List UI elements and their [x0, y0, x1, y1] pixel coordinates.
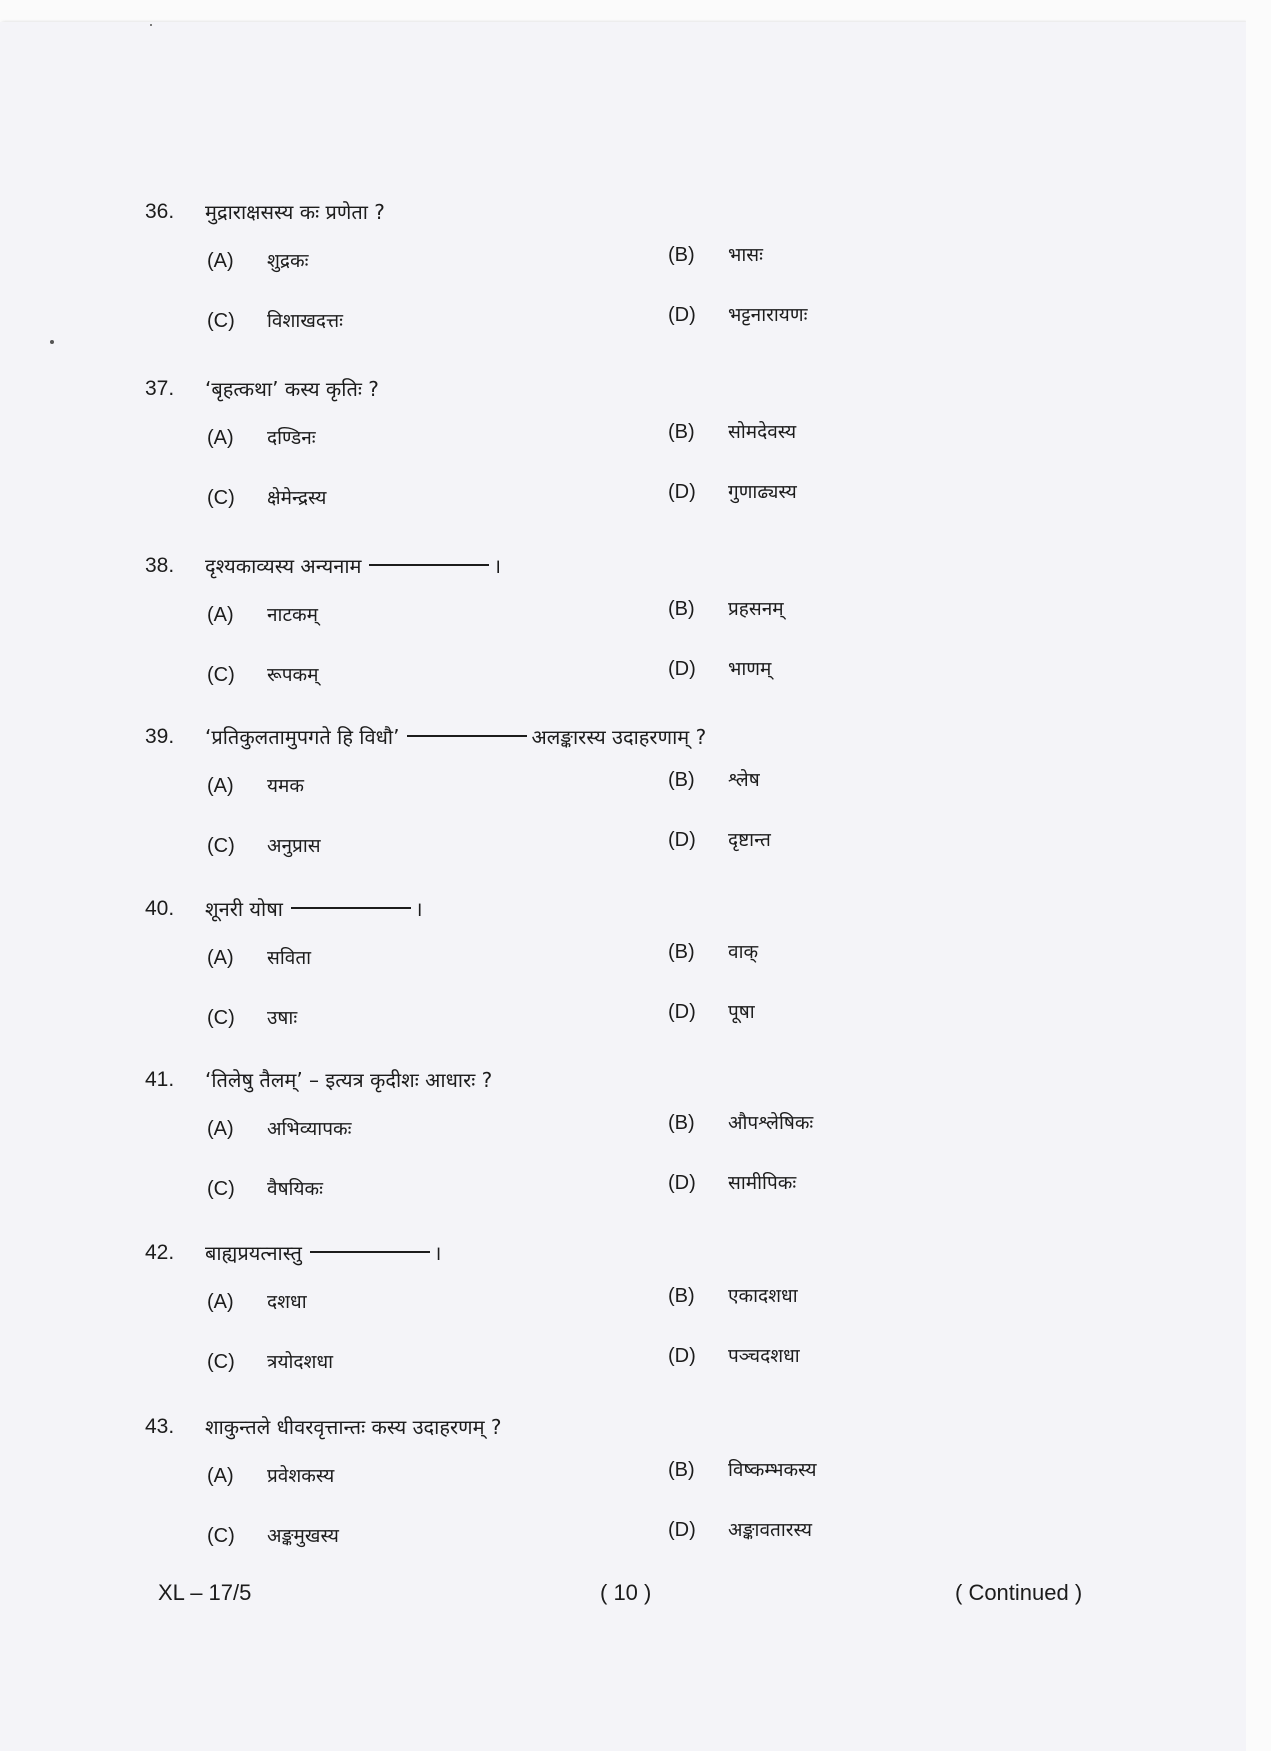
option-a	[207, 245, 308, 277]
option-label: (A)	[207, 604, 234, 626]
question-text: दृश्यकाव्यस्य अन्यनाम	[205, 554, 362, 578]
option-text: भासः	[728, 244, 763, 266]
option-b	[668, 239, 763, 271]
question-text: शूनरी योषा	[205, 897, 283, 921]
page-number: ( 10 )	[600, 1580, 652, 1605]
option-d	[668, 1514, 812, 1546]
question-text: ‘प्रतिकुलतामुपगते हि विधौ’	[205, 725, 400, 749]
option-b	[668, 764, 760, 796]
fill-in-blank	[407, 735, 527, 737]
option-c	[207, 1173, 323, 1205]
option-text: उषाः	[267, 1007, 298, 1029]
question-2	[145, 372, 1205, 509]
option-b	[668, 1280, 798, 1312]
option-d	[668, 824, 771, 856]
option-text: अनुप्रास	[267, 835, 321, 857]
option-d	[668, 996, 755, 1028]
option-c	[207, 1346, 333, 1378]
option-text: प्रहसनम्	[728, 598, 784, 620]
question-text-wrap	[205, 1236, 442, 1270]
question-3	[145, 549, 1205, 686]
option-text: एकादशधा	[728, 1285, 798, 1307]
option-text: रूपकम्	[267, 664, 319, 686]
option-label: (B)	[668, 941, 695, 963]
option-b	[668, 416, 796, 448]
question-number: 40.	[145, 897, 175, 920]
option-text: भट्टनारायणः	[728, 304, 808, 326]
option-c	[207, 305, 343, 337]
question-text-wrap	[205, 195, 385, 229]
question-text-wrap	[205, 549, 501, 583]
option-label: (A)	[207, 947, 234, 969]
option-text: विष्कम्भकस्य	[728, 1459, 817, 1481]
option-label: (C)	[207, 1178, 235, 1200]
option-label: (D)	[668, 1519, 696, 1541]
option-text: अङ्कमुखस्य	[267, 1525, 339, 1547]
fill-in-blank	[291, 907, 411, 909]
option-a	[207, 1286, 307, 1318]
option-c	[207, 482, 326, 514]
option-text: वैषयिकः	[267, 1178, 323, 1200]
option-b	[668, 1454, 816, 1486]
option-text: प्रवेशकस्य	[267, 1465, 335, 1487]
option-text: विशाखदत्तः	[267, 310, 343, 332]
question-text: ‘तिलेषु तैलम्’ – इत्यत्र कृदीशः आधारः ?	[205, 1068, 493, 1092]
option-text: सामीपिकः	[728, 1172, 797, 1194]
question-text-after-blank: ।	[414, 897, 423, 921]
question-paper-sheet	[0, 22, 1246, 1751]
option-d	[668, 299, 807, 331]
question-text-wrap	[205, 1410, 502, 1444]
option-d	[668, 1167, 796, 1199]
option-label: (C)	[207, 1007, 235, 1029]
paper-code: XL – 17/5	[158, 1580, 252, 1605]
fill-in-blank	[369, 564, 489, 566]
option-c	[207, 1520, 339, 1552]
option-label: (C)	[207, 310, 235, 332]
option-label: (A)	[207, 1465, 234, 1487]
option-text: गुणाढ्यस्य	[728, 481, 797, 503]
option-text: अभिव्यापकः	[267, 1118, 352, 1140]
option-d	[668, 1340, 800, 1372]
option-label: (B)	[668, 1112, 695, 1134]
question-5	[145, 892, 1205, 1029]
option-label: (A)	[207, 1291, 234, 1313]
question-text: ‘बृहत्कथा’ कस्य कृतिः ?	[205, 377, 379, 401]
option-c	[207, 830, 321, 862]
scan-right-margin	[1246, 0, 1271, 1751]
option-a	[207, 770, 304, 802]
option-text: औपश्लेषिकः	[728, 1112, 814, 1134]
option-a	[207, 599, 318, 631]
option-label: (A)	[207, 775, 234, 797]
option-a	[207, 1113, 351, 1145]
question-number: 36.	[145, 200, 175, 223]
question-number: 38.	[145, 554, 175, 577]
option-text: शुद्रकः	[267, 250, 309, 272]
option-a	[207, 422, 316, 454]
question-number: 37.	[145, 377, 175, 400]
question-stem	[145, 372, 1205, 406]
question-text-wrap	[205, 720, 706, 754]
option-text: यमक	[267, 775, 304, 797]
option-c	[207, 659, 319, 691]
option-c	[207, 1002, 297, 1034]
option-b	[668, 936, 758, 968]
option-label: (D)	[668, 1001, 696, 1023]
question-text: बाह्यप्रयत्नास्तु	[205, 1241, 302, 1265]
question-number: 41.	[145, 1068, 175, 1091]
option-label: (C)	[207, 487, 235, 509]
option-label: (B)	[668, 769, 695, 791]
option-label: (D)	[668, 481, 696, 503]
continued-label: ( Continued )	[955, 1580, 1083, 1605]
question-7	[145, 1236, 1205, 1373]
option-label: (C)	[207, 835, 235, 857]
fill-in-blank	[310, 1251, 430, 1253]
question-stem	[145, 195, 1205, 229]
option-label: (A)	[207, 427, 234, 449]
question-text-after-blank: अलङ्कारस्य उदाहरणाम् ?	[531, 725, 707, 749]
option-a	[207, 942, 311, 974]
option-b	[668, 1107, 813, 1139]
question-text-wrap	[205, 1063, 492, 1097]
question-text-after-blank: ।	[433, 1241, 442, 1265]
option-text: दशधा	[267, 1291, 307, 1313]
option-label: (C)	[207, 1525, 235, 1547]
option-text: श्लेष	[728, 769, 760, 791]
option-text: भाणम्	[728, 658, 772, 680]
option-label: (B)	[668, 1285, 695, 1307]
question-stem	[145, 720, 1205, 754]
option-d	[668, 653, 771, 685]
question-text: मुद्राराक्षसस्य कः प्रणेता ?	[205, 200, 385, 224]
question-8	[145, 1410, 1205, 1547]
option-a	[207, 1460, 334, 1492]
question-text: शाकुन्तले धीवरवृत्तान्तः कस्य उदाहरणम् ?	[205, 1415, 502, 1439]
question-stem	[145, 1236, 1205, 1270]
question-stem	[145, 1063, 1205, 1097]
question-stem	[145, 1410, 1205, 1444]
option-label: (A)	[207, 1118, 234, 1140]
option-text: सोमदेवस्य	[728, 421, 797, 443]
option-text: वाक्	[728, 941, 759, 963]
option-label: (D)	[668, 658, 696, 680]
question-text-wrap	[205, 892, 423, 926]
scan-speck	[150, 24, 152, 26]
question-stem	[145, 549, 1205, 583]
scan-top-margin	[0, 0, 1271, 22]
option-label: (C)	[207, 664, 235, 686]
question-text-wrap	[205, 372, 379, 406]
option-text: त्रयोदशधा	[267, 1351, 334, 1373]
option-label: (D)	[668, 1345, 696, 1367]
option-b	[668, 593, 784, 625]
option-text: अङ्कावतारस्य	[728, 1519, 812, 1541]
option-text: नाटकम्	[267, 604, 318, 626]
scan-speck	[50, 340, 54, 344]
option-label: (B)	[668, 244, 695, 266]
question-1	[145, 195, 1205, 332]
option-text: दृष्टान्त	[728, 829, 771, 851]
option-label: (D)	[668, 1172, 696, 1194]
option-text: पञ्चदशधा	[728, 1345, 800, 1367]
option-d	[668, 476, 797, 508]
question-number: 39.	[145, 725, 175, 748]
question-number: 42.	[145, 1241, 175, 1264]
option-label: (B)	[668, 598, 695, 620]
question-4	[145, 720, 1205, 857]
option-label: (B)	[668, 421, 695, 443]
option-text: दण्डिनः	[267, 427, 316, 449]
option-text: सविता	[267, 947, 312, 969]
question-6	[145, 1063, 1205, 1200]
option-label: (A)	[207, 250, 234, 272]
option-label: (C)	[207, 1351, 235, 1373]
option-label: (B)	[668, 1459, 695, 1481]
question-number: 43.	[145, 1415, 175, 1438]
question-text-after-blank: ।	[493, 554, 502, 578]
option-label: (D)	[668, 829, 696, 851]
option-label: (D)	[668, 304, 696, 326]
option-text: पूषा	[728, 1001, 755, 1023]
option-text: क्षेमेन्द्रस्य	[267, 487, 327, 509]
question-stem	[145, 892, 1205, 926]
